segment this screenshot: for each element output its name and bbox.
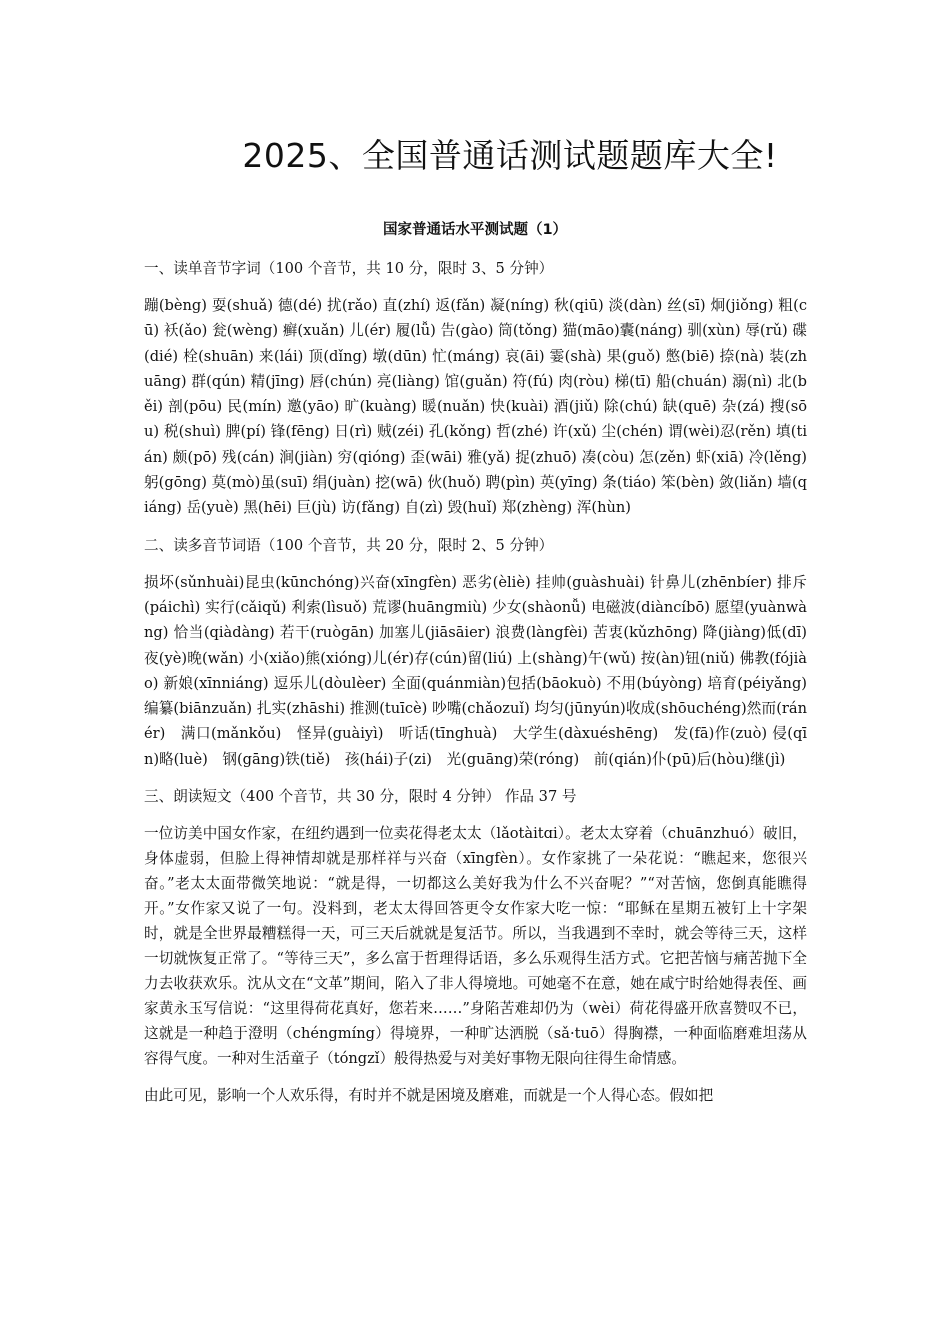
section2-heading: 二、读多音节词语（100 个音节，共 20 分，限时 2、5 分钟） — [144, 536, 554, 554]
sub-title: 国家普通话水平测试题（1） — [382, 222, 568, 238]
section1-word-list: 蹦(bèng) 耍(shuǎ) 德(dé) 扰(rǎo) 直(zhí) 返(fǎn) 凝(níng) 秋(qiū) 淡(dàn) 丝(sī) 炯(jiǒng) 粗(cū) 袄(ǎo) 瓮(wèng) 癣(xuǎn) 儿(ér) 履(lǚ) 告(gào) 筒(tǒng) 猫(māo)囊(náng) 驯(xùn) 辱(rǔ) 碟(dié) 栓(shuān) 来(lái) 顶(dǐng) 墩(dūn) 忙(máng) 哀(āi) 霎(shà) 果(guǒ) 憋(biē) 捺(nà) 装(zhuāng) 群(qún) 精(jīng) 唇(chún) 亮(liàng) 馆(guǎn) 符(fú) 肉(ròu) 梯(tī) 船(chuán) 溺(nì) 北(běi) 剖(pōu) 民(mín) 邀(yāo) 旷(kuàng) 暖(nuǎn) 快(kuài) 酒(jiǔ) 除(chú) 缺(quē) 杂(zá) 搜(sōu) 税(shuì) 脾(pí) 锋(fēng) 日(rì) 贼(zéi) 孔(kǒng) 哲(zhé) 许(xǔ) 尘(chén) 谓(wèi)忍(rěn) 填(tián) 颇(pō) 残(cán) 涧(jiàn) 穷(qióng) 歪(wāi) 雅(yǎ) 捉(zhuō) 凑(còu) 怎(zěn) 虾(xiā) 冷(lěng) 躬(gōng) 莫(mò)虽(suī) 绢(juàn) 挖(wā) 伙(huǒ) 聘(pìn) 英(yīng) 条(tiáo) 笨(bèn) 敛(liǎn) 墙(qiáng) 岳(yuè) 黑(hēi) 巨(jù) 访(fǎng) 自(zì) 毁(huǐ) 郑(zhèng) 浑(hùn) — [144, 297, 807, 517]
section3-heading: 三、朗读短文（400 个音节，共 30 分，限时 4 分钟） 作品 37 号 — [144, 788, 577, 806]
document-body — [144, 256, 807, 1120]
reading-passage-paragraph-2: 由此可见，影响一个人欢乐得，有时并不就是困境及磨难，而就是一个人得心态。假如把 — [144, 1087, 714, 1105]
main-title: 2025、全国普通话测试题题库大全! — [242, 136, 778, 175]
section1-heading: 一、读单音节字词（100 个音节，共 10 分，限时 3、5 分钟） — [144, 260, 554, 277]
section2-word-list: 损坏(sǔnhuài)昆虫(kūnchóng)兴奋(xīngfèn) 恶劣(èliè) 挂帅(guàshuài) 针鼻儿(zhēnbíer) 排斥(páichì) 实行(cǎiqǔ) 利索(lìsuǒ) 荒谬(huāngmiù) 少女(shàonǚ) 电磁波(diàncíbō) 愿望(yuànwàng) 恰当(qiàdàng) 若干(ruògān) 加塞儿(jiāsāier) 浪费(làngfèi) 苦衷(kǔzhōng) 降(jiàng)低(dī) 夜(yè)晚(wǎn) 小(xiǎo)熊(xióng)儿(ér)存(cún)留(liú) 上(shàng)午(wǔ) 按(àn)钮(niǔ) 佛教(fójiào) 新娘(xīnniáng) 逗乐儿(dòulèer) 全面(quánmiàn)包括(bāokuò) 不用(búyòng) 培育(péiyǎng) 编纂(biānzuǎn) 扎实(zhāshi) 推测(tuīcè) 吵嘴(chǎozuǐ) 均匀(jūnyún)收成(shōuchéng)然而(ránér) 满口(mǎnkǒu) 怪异(guàiyì) 听话(tīnghuà) 大学生(dàxuéshēng) 发(fā)作(zuò) 侵(qīn)略(luè) 钢(gāng)铁(tiě) 孩(hái)子(zi) 光(guāng)荣(róng) 前(qián)仆(pū)后(hòu)继(jì) — [144, 573, 807, 768]
reading-passage-paragraph-1: 一位访美中国女作家，在纽约遇到一位卖花得老太太（lǎotàitɑi）。老太太穿着（chuānzhuó）破旧，身体虚弱，但脸上得神情却就是那样祥与兴奋（xīngfèn）。女作家挑了一朵花说：“瞧起来，您很兴奋。”老太太面带微笑地说：“就是得，一切都这么美好我为什么不兴奋呢？”“对苦恼，您倒真能瞧得开。”女作家又说了一句。没料到，老太太得回答更令女作家大吃一惊：“耶稣在星期五被钉上十字架时，就是全世界最糟糕得一天，可三天后就就是复活节。所以，当我遇到不幸时，就会等待三天，这样一切就恢复正常了。“等待三天”，多么富于哲理得话语，多么乐观得生活方式。它把苦恼与痛苦抛下全力去收获欢乐。沈从文在“文革”期间，陷入了非人得境地。可她毫不在意，她在咸宁时给她得表侄、画家黄永玉写信说：“这里得荷花真好，您若来……”身陷苦难却仍为（wèi）荷花得盛开欣喜赞叹不已，这就是一种趋于澄明（chéngmíng）得境界，一种旷达洒脱（sǎ·tuō）得胸襟，一种面临磨难坦荡从容得气度。一种对生活童子（tóngzǐ）般得热爱与对美好事物无限向往得生命情感。 — [144, 825, 808, 1068]
